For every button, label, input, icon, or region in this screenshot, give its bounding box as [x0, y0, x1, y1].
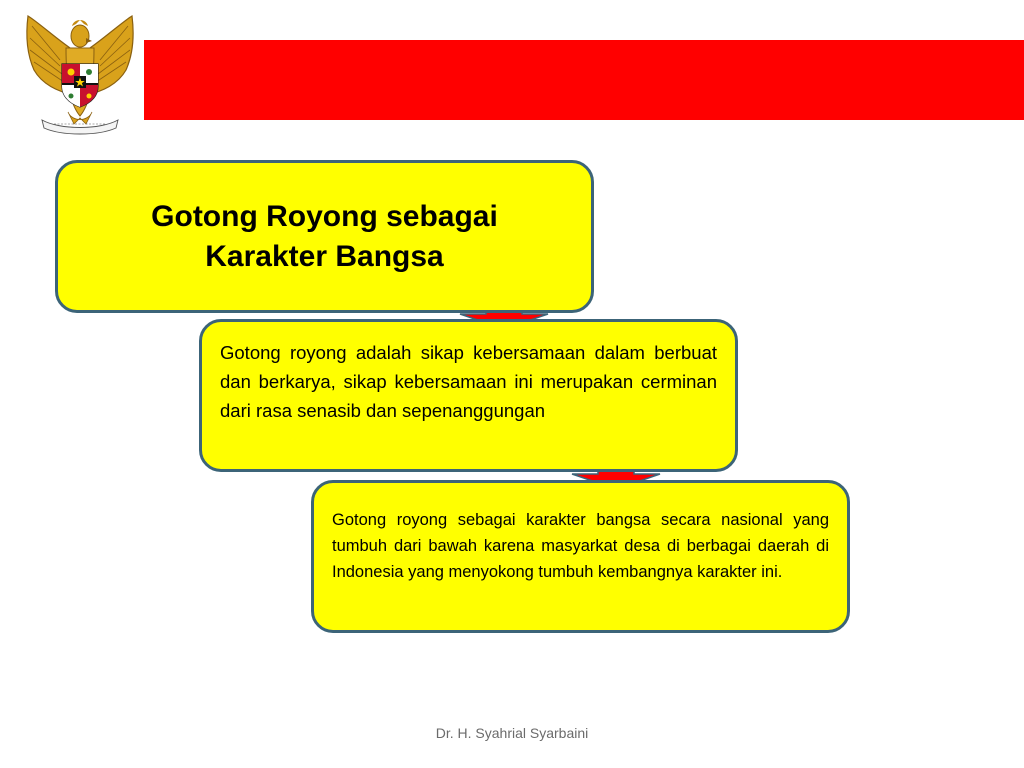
- definition-text: Gotong royong adalah sikap kebersamaan dalam berbuat dan berkarya, sikap kebersamaan ini merupakan cerminan dari rasa senasib dan sepenanggungan: [220, 342, 717, 421]
- slide-title: Gotong Royong sebagai Karakter Bangsa: [151, 199, 498, 273]
- national-character-text: Gotong royong sebagai karakter bangsa secara nasional yang tumbuh dari bawah karena masyarkat desa di berbagai daerah di Indonesia yang menyokong tumbuh kembangnya karakter ini.: [332, 511, 829, 581]
- title-box: [55, 160, 594, 313]
- garuda-emblem-icon: [20, 12, 140, 138]
- footer-author: Dr. H. Syahrial Syarbaini: [435, 725, 589, 741]
- header-red-banner: [144, 40, 1024, 120]
- national-character-box: [311, 480, 850, 633]
- definition-box: [199, 319, 738, 472]
